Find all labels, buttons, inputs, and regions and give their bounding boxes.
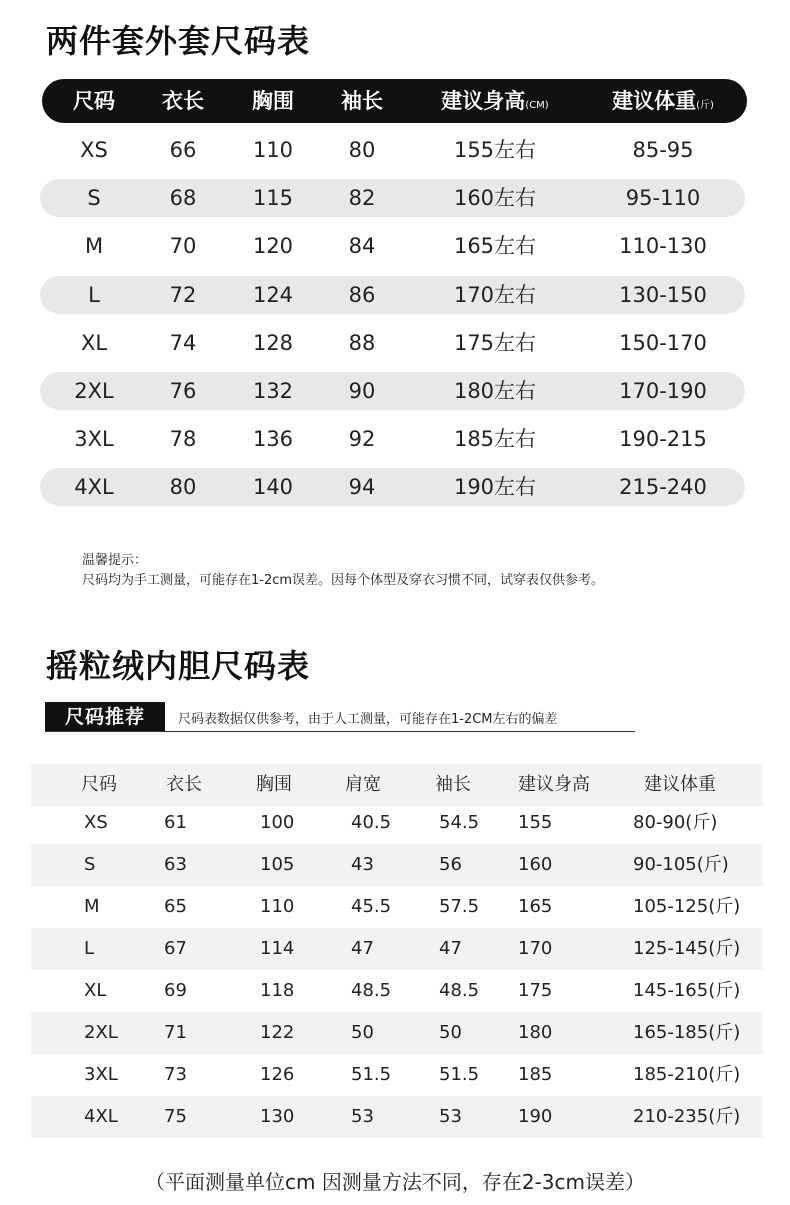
table2-row [31, 970, 763, 1012]
t1-cell-chest: 140 [252, 475, 294, 500]
t2-cell-sleeve: 54.5 [439, 812, 480, 833]
t1-cell-chest: 124 [252, 282, 294, 307]
table1-row [40, 179, 745, 217]
t2-cell-height: 185 [518, 1064, 553, 1085]
t2-cell-length: 71 [164, 1022, 187, 1043]
t2-cell-sleeve: 50 [439, 1022, 462, 1043]
t1-cell-weight: 190-215 [619, 427, 707, 452]
t1-cell-sleeve: 86 [348, 282, 376, 307]
t2-cell-chest: 130 [260, 1106, 295, 1127]
t2-cell-shoulder: 51.5 [351, 1064, 392, 1085]
t2-header-shoulder: 肩宽 [345, 774, 381, 795]
table1-row [40, 468, 745, 506]
t2-cell-shoulder: 48.5 [351, 980, 392, 1001]
t2-cell-chest: 122 [260, 1022, 295, 1043]
t1-cell-sleeve: 90 [348, 379, 376, 403]
t1-cell-length: 76 [169, 379, 197, 403]
table1-row [40, 324, 745, 362]
t1-cell-height: 160左右 [453, 186, 537, 211]
t2-cell-size: 2XL [84, 1022, 118, 1043]
t2-cell-length: 61 [164, 812, 187, 833]
table2-row [31, 802, 763, 844]
t2-header-length: 衣长 [166, 774, 202, 795]
t1-header-length: 衣长 [162, 89, 204, 113]
t2-cell-length: 65 [164, 896, 187, 917]
t2-cell-chest: 110 [260, 896, 295, 917]
t2-cell-chest: 114 [260, 938, 295, 959]
t1-cell-length: 72 [169, 282, 197, 307]
t2-cell-size: XL [84, 980, 107, 1001]
t1-cell-height: 155左右 [453, 138, 537, 162]
t1-header-size: 尺码 [73, 89, 115, 113]
t1-cell-weight: 85-95 [632, 138, 694, 162]
t1-cell-chest: 128 [252, 330, 294, 355]
divider [45, 731, 635, 732]
t2-cell-chest: 118 [260, 980, 295, 1001]
t2-cell-height: 165 [518, 896, 553, 917]
t2-cell-weight: 165-185(斤) [633, 1022, 741, 1043]
t2-cell-length: 67 [164, 938, 187, 959]
t2-cell-weight: 105-125(斤) [633, 896, 741, 917]
t2-cell-length: 73 [164, 1064, 187, 1085]
t1-cell-size: 3XL [74, 427, 114, 452]
t1-cell-chest: 132 [252, 379, 294, 403]
t1-cell-sleeve: 80 [348, 138, 376, 162]
t1-cell-chest: 110 [252, 138, 294, 162]
t1-cell-height: 185左右 [453, 427, 537, 452]
t2-cell-length: 75 [164, 1106, 187, 1127]
t2-header-sleeve: 袖长 [435, 774, 471, 795]
table1-row [40, 420, 745, 458]
t2-cell-shoulder: 45.5 [351, 896, 392, 917]
t1-cell-chest: 120 [252, 234, 294, 259]
t2-cell-height: 160 [518, 854, 553, 875]
t1-cell-sleeve: 82 [348, 186, 376, 211]
t2-cell-weight: 125-145(斤) [633, 938, 741, 959]
t1-cell-length: 66 [169, 138, 197, 162]
t1-cell-length: 80 [169, 475, 197, 500]
tip-text: 尺码均为手工测量，可能存在1-2cm误差。因每个体型及穿衣习惯不同，试穿表仅供参考。 [82, 573, 605, 588]
size-recommend-tag: 尺码推荐 [45, 702, 165, 732]
t2-cell-size: XS [84, 812, 108, 833]
t2-cell-size: L [84, 938, 95, 959]
t2-cell-height: 170 [518, 938, 553, 959]
table1-row [40, 227, 745, 265]
table1-row [40, 372, 745, 410]
t2-cell-sleeve: 56 [439, 854, 462, 875]
table2-row [31, 886, 763, 928]
table1-header [42, 79, 747, 123]
t1-cell-size: 4XL [74, 475, 114, 500]
t1-cell-size: XL [80, 330, 108, 355]
t1-cell-sleeve: 94 [348, 475, 376, 500]
t1-cell-length: 70 [169, 234, 197, 259]
t1-cell-weight: 95-110 [625, 186, 701, 211]
t2-cell-shoulder: 43 [351, 854, 374, 875]
t2-cell-size: M [84, 896, 100, 917]
t2-cell-weight: 90-105(斤) [633, 854, 729, 875]
t1-cell-chest: 136 [252, 427, 294, 452]
table2-row [31, 1096, 763, 1138]
t1-cell-height: 165左右 [453, 234, 537, 259]
table2-row [31, 844, 763, 886]
t1-cell-weight: 150-170 [619, 330, 707, 355]
t1-cell-height: 175左右 [453, 330, 537, 355]
tag-note: 尺码表数据仅供参考，由于人工测量，可能存在1-2CM左右的偏差 [178, 712, 558, 727]
t1-cell-height: 180左右 [453, 379, 537, 403]
t2-cell-chest: 126 [260, 1064, 295, 1085]
t2-cell-sleeve: 48.5 [439, 980, 480, 1001]
section1-title: 两件套外套尺码表 [46, 22, 311, 60]
t1-cell-sleeve: 88 [348, 330, 376, 355]
t1-cell-size: S [87, 186, 101, 211]
t1-cell-weight: 110-130 [619, 234, 707, 259]
t2-cell-weight: 185-210(斤) [633, 1064, 741, 1085]
t2-cell-height: 155 [518, 812, 553, 833]
table2-header [31, 764, 763, 806]
t2-cell-shoulder: 53 [351, 1106, 374, 1127]
t2-cell-shoulder: 47 [351, 938, 374, 959]
t2-cell-shoulder: 50 [351, 1022, 374, 1043]
footer-note: （平面测量单位cm 因测量方法不同，存在2-3cm误差） [145, 1170, 645, 1194]
t2-cell-weight: 145-165(斤) [633, 980, 741, 1001]
t1-cell-weight: 215-240 [619, 475, 707, 500]
t1-header-chest: 胸围 [252, 89, 294, 113]
t1-cell-sleeve: 84 [348, 234, 376, 259]
t2-cell-sleeve: 51.5 [439, 1064, 480, 1085]
table2-row [31, 1054, 763, 1096]
t2-cell-size: 3XL [84, 1064, 118, 1085]
t2-cell-sleeve: 47 [439, 938, 462, 959]
t1-cell-size: M [84, 234, 104, 259]
t1-cell-height: 170左右 [453, 282, 537, 307]
t1-cell-size: 2XL [74, 379, 114, 403]
t1-cell-chest: 115 [252, 186, 294, 211]
t1-cell-length: 78 [169, 427, 197, 452]
t2-cell-weight: 80-90(斤) [633, 812, 718, 833]
t1-header-height: 建议身高(CM) [441, 89, 549, 113]
t1-cell-size: L [88, 282, 100, 307]
table2-row [31, 928, 763, 970]
t1-cell-size: XS [80, 138, 108, 162]
t2-cell-height: 190 [518, 1106, 553, 1127]
t1-cell-length: 68 [169, 186, 197, 211]
t2-cell-length: 69 [164, 980, 187, 1001]
t2-cell-chest: 100 [260, 812, 295, 833]
t1-cell-weight: 170-190 [619, 379, 707, 403]
t2-header-height: 建议身高 [518, 774, 590, 795]
t2-cell-weight: 210-235(斤) [633, 1106, 741, 1127]
t1-cell-weight: 130-150 [619, 282, 707, 307]
t2-cell-sleeve: 53 [439, 1106, 462, 1127]
t2-header-size: 尺码 [81, 774, 117, 795]
t2-cell-chest: 105 [260, 854, 295, 875]
t1-cell-length: 74 [169, 330, 197, 355]
t1-cell-sleeve: 92 [348, 427, 376, 452]
t2-cell-height: 175 [518, 980, 553, 1001]
t1-cell-height: 190左右 [453, 475, 537, 500]
t2-header-weight: 建议体重 [644, 774, 716, 795]
t2-cell-height: 180 [518, 1022, 553, 1043]
t1-header-sleeve: 袖长 [341, 89, 383, 113]
tip-title: 温馨提示： [82, 553, 148, 568]
t1-header-weight: 建议体重(斤) [612, 89, 714, 113]
table2-row [31, 1012, 763, 1054]
table1-row [40, 276, 745, 314]
section2-title: 摇粒绒内胆尺码表 [46, 647, 311, 685]
t2-header-chest: 胸围 [256, 774, 292, 795]
t2-cell-sleeve: 57.5 [439, 896, 480, 917]
t2-cell-shoulder: 40.5 [351, 812, 392, 833]
t2-cell-size: S [84, 854, 96, 875]
t2-cell-length: 63 [164, 854, 187, 875]
table1-row [40, 131, 745, 169]
t2-cell-size: 4XL [84, 1106, 118, 1127]
